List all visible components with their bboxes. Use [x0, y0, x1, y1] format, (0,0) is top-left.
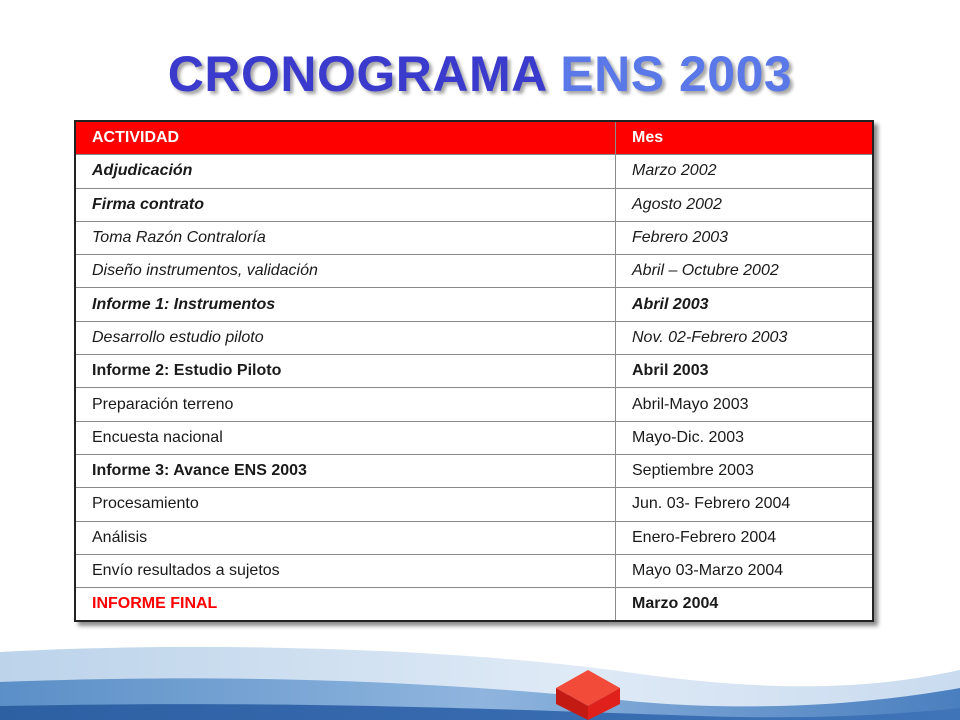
- activity-cell: Firma contrato: [75, 188, 616, 221]
- activity-cell: Toma Razón Contraloría: [75, 221, 616, 254]
- month-cell: Enero-Febrero 2004: [616, 521, 874, 554]
- activity-cell-final: INFORME FINAL: [75, 588, 616, 622]
- footer-wave-decoration: [0, 630, 960, 720]
- activity-cell: Adjudicación: [75, 155, 616, 188]
- activity-cell: Informe 1: Instrumentos: [75, 288, 616, 321]
- table-row: [75, 155, 873, 188]
- month-cell: Febrero 2003: [616, 221, 874, 254]
- title-part-1: CRONOGRAMA: [167, 46, 546, 102]
- table-row: [75, 388, 873, 421]
- table-row: [75, 221, 873, 254]
- table-row: [75, 454, 873, 487]
- activity-cell: Preparación terreno: [75, 388, 616, 421]
- activity-cell: Análisis: [75, 521, 616, 554]
- table-row: [75, 355, 873, 388]
- header-month: Mes: [616, 121, 874, 155]
- month-cell: Mayo 03-Marzo 2004: [616, 554, 874, 587]
- table-row: [75, 288, 873, 321]
- activity-cell: Informe 3: Avance ENS 2003: [75, 454, 616, 487]
- page-title: [0, 44, 960, 104]
- month-cell: Agosto 2002: [616, 188, 874, 221]
- schedule-table: [74, 120, 874, 622]
- activity-cell: Encuesta nacional: [75, 421, 616, 454]
- activity-cell: Diseño instrumentos, validación: [75, 255, 616, 288]
- month-cell: Marzo 2002: [616, 155, 874, 188]
- activity-cell: Envío resultados a sujetos: [75, 554, 616, 587]
- month-cell: Abril – Octubre 2002: [616, 255, 874, 288]
- month-cell-final: Marzo 2004: [616, 588, 874, 622]
- table-row: [75, 521, 873, 554]
- title-part-2: ENS 2003: [560, 46, 793, 102]
- table-row: [75, 554, 873, 587]
- table-row-final: [75, 588, 873, 622]
- month-cell: Mayo-Dic. 2003: [616, 421, 874, 454]
- month-cell: Abril 2003: [616, 355, 874, 388]
- month-cell: Abril 2003: [616, 288, 874, 321]
- table-row: [75, 255, 873, 288]
- table-header-row: [75, 121, 873, 155]
- activity-cell: Procesamiento: [75, 488, 616, 521]
- activity-cell: Desarrollo estudio piloto: [75, 321, 616, 354]
- month-cell: Nov. 02-Febrero 2003: [616, 321, 874, 354]
- table-row: [75, 488, 873, 521]
- month-cell: Septiembre 2003: [616, 454, 874, 487]
- month-cell: Abril-Mayo 2003: [616, 388, 874, 421]
- table-row: [75, 421, 873, 454]
- month-cell: Jun. 03- Febrero 2004: [616, 488, 874, 521]
- table-row: [75, 188, 873, 221]
- table-row: [75, 321, 873, 354]
- header-activity: ACTIVIDAD: [75, 121, 616, 155]
- activity-cell: Informe 2: Estudio Piloto: [75, 355, 616, 388]
